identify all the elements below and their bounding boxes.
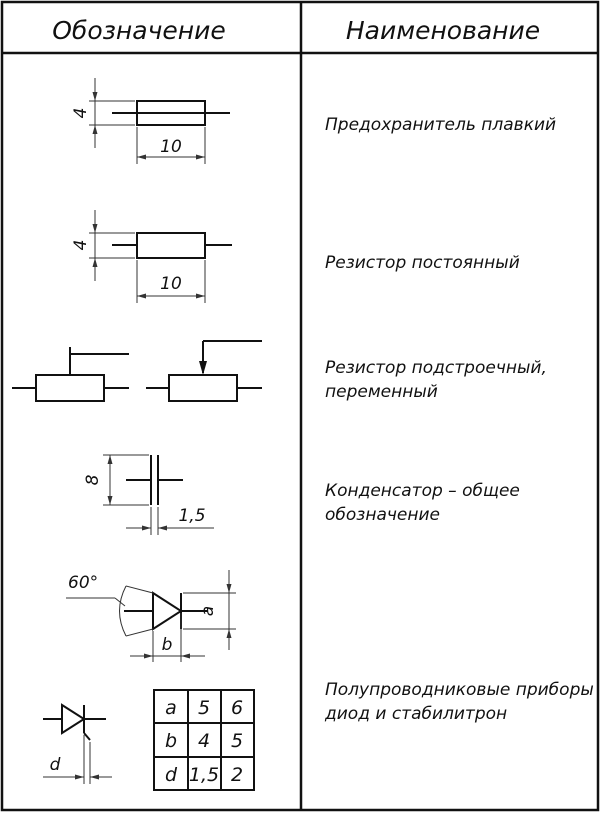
diode-a-dim: a	[198, 605, 218, 617]
zener-d-dim: d	[49, 755, 61, 775]
table-cell: 1,5	[188, 764, 220, 786]
semiconductor-label-line1: Полупроводниковые приборы	[325, 680, 594, 700]
capacitor-gap-dim: 1,5	[178, 506, 206, 526]
capacitor-label-line1: Конденсатор – общее	[325, 481, 520, 501]
table-cell: 4	[197, 730, 211, 752]
table-cell: b	[164, 730, 178, 752]
fuse-width-dim: 10	[160, 137, 182, 157]
diode-b-dim: b	[161, 635, 173, 655]
table-cell: 6	[230, 697, 244, 719]
resistor-width-dim: 10	[160, 274, 182, 294]
header-name: Наименование	[345, 16, 541, 45]
capacitor-label-line2: обозначение	[325, 505, 440, 525]
table-cell: 5	[197, 697, 211, 719]
fuse-label: Предохранитель плавкий	[325, 115, 557, 135]
capacitor-height-dim: 8	[83, 474, 103, 486]
resistor-label: Резистор постоянный	[325, 253, 520, 273]
semiconductor-label-line2: диод и стабилитрон	[325, 704, 508, 724]
table-cell: 2	[230, 764, 244, 786]
trimmer-label-line2: переменный	[325, 382, 438, 402]
fuse-height-dim: 4	[71, 107, 91, 119]
trimmer-resistor-symbol	[12, 347, 129, 401]
table-cell: 5	[230, 730, 244, 752]
header-designation: Обозначение	[52, 16, 226, 45]
table-cell: a	[165, 697, 177, 719]
table-cell: d	[164, 764, 178, 786]
variable-resistor-symbol	[146, 341, 262, 401]
trimmer-label-line1: Резистор подстроечный,	[325, 358, 547, 378]
resistor-height-dim: 4	[71, 239, 91, 251]
angle-dim: 60°	[68, 573, 99, 593]
